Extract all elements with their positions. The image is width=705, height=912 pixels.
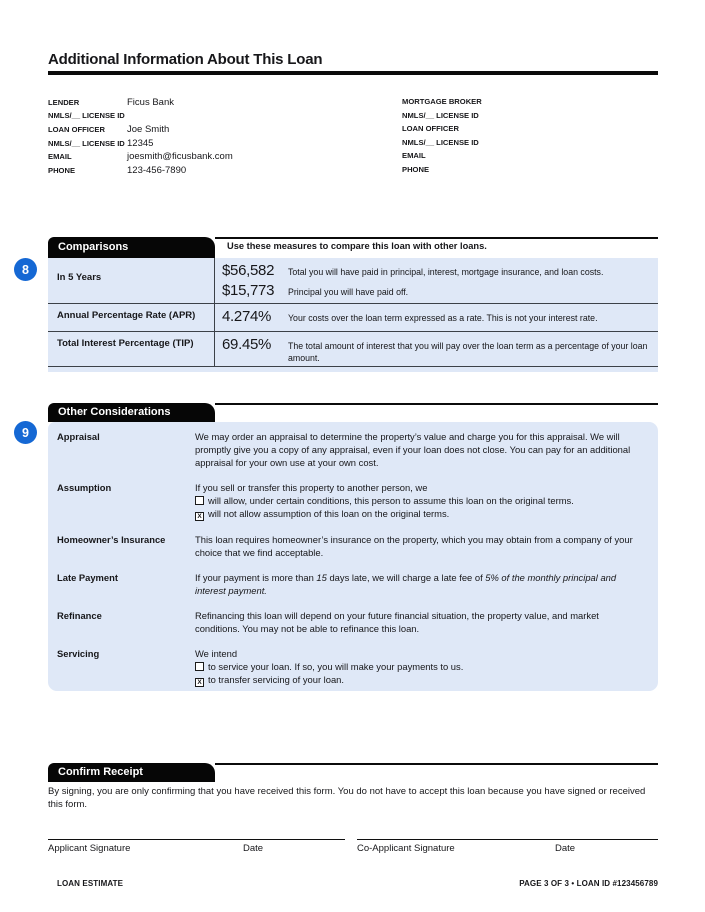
checkbox-unchecked-icon[interactable] xyxy=(195,496,204,505)
comparison-entry xyxy=(222,336,650,364)
amount-paid-5yr: $56,582 xyxy=(222,262,275,279)
comparisons-section-tab: Comparisons xyxy=(48,237,215,258)
late-payment-text: days late, we will charge a late fee of xyxy=(326,572,486,583)
co-applicant-signature-field[interactable] xyxy=(357,839,658,854)
checkbox-unchecked-icon[interactable] xyxy=(195,662,204,671)
item-label: Appraisal xyxy=(57,431,100,442)
contact-label: EMAIL xyxy=(48,152,72,162)
contact-row xyxy=(402,138,652,152)
late-payment-text: If your payment is more than xyxy=(195,572,317,583)
other-considerations-section-tab: Other Considerations xyxy=(48,403,215,422)
option-text: to service your loan. If so, you will make your payments to us. xyxy=(208,661,464,672)
row-body xyxy=(215,304,658,331)
other-considerations-panel xyxy=(48,422,658,691)
loan-officer-nmls-id: 12345 xyxy=(127,137,154,149)
amount-paid-5yr-desc: Total you will have paid in principal, interest, mortgage insurance, and loan costs. xyxy=(288,267,604,277)
confirm-receipt-section-tab: Confirm Receipt xyxy=(48,763,215,782)
row-label: Annual Percentage Rate (APR) xyxy=(48,304,215,331)
date-label: Date xyxy=(555,843,576,854)
option-text: will not allow assumption of this loan on the original terms. xyxy=(208,508,450,519)
page-footer xyxy=(57,879,658,888)
section-top-rule xyxy=(215,237,658,239)
contact-label: NMLS/__ LICENSE ID xyxy=(402,137,479,147)
consideration-homeowners-insurance xyxy=(57,533,646,559)
consideration-late-payment xyxy=(57,571,646,597)
section-top-rule xyxy=(215,403,658,405)
item-text: This loan requires homeowner’s insurance on the property, which you may obtain from a company of your choice that we find acceptable. xyxy=(195,534,633,558)
signature-label: Co-Applicant Signature xyxy=(357,843,455,854)
servicing-option-transfer xyxy=(195,673,646,687)
item-label: Homeowner’s Insurance xyxy=(57,534,166,545)
row-body xyxy=(215,258,658,303)
comparisons-note: Use these measures to compare this loan with other loans. xyxy=(227,241,487,251)
contact-info-section xyxy=(48,97,658,179)
contact-label: NMLS/__ LICENSE ID xyxy=(48,138,125,148)
loan-officer-email: joesmith@ficusbank.com xyxy=(127,151,233,163)
row-label: Total Interest Percentage (TIP) xyxy=(48,332,215,366)
option-text: to transfer servicing of your loan. xyxy=(208,674,345,685)
apr-value: 4.274% xyxy=(222,308,272,325)
consideration-refinance xyxy=(57,609,646,635)
table-row-in-5-years xyxy=(48,258,658,303)
footer-page-loan-id: PAGE 3 OF 3 • LOAN ID #123456789 xyxy=(519,879,658,888)
contact-row xyxy=(402,97,652,111)
applicant-signature-field[interactable] xyxy=(48,839,345,854)
contact-label: NMLS/__ LICENSE ID xyxy=(402,110,479,120)
late-payment-fee: 5% of the monthly principal and interest payment. xyxy=(195,572,617,596)
checkbox-checked-icon[interactable]: X xyxy=(195,678,204,687)
table-row-tip xyxy=(48,331,658,366)
table-row-apr xyxy=(48,303,658,331)
contact-label: NMLS/__ LICENSE ID xyxy=(48,110,125,120)
tip-desc: The total amount of interest that you will pay over the loan term as a percentage of your loan amount. xyxy=(288,341,648,363)
comparison-entry xyxy=(222,262,650,279)
contact-row xyxy=(402,111,652,125)
consideration-servicing xyxy=(57,647,646,687)
loan-officer-name: Joe Smith xyxy=(127,124,170,136)
signature-label: Applicant Signature xyxy=(48,843,131,854)
item-text xyxy=(195,647,646,687)
contact-row xyxy=(48,138,383,152)
comparisons-table xyxy=(48,258,658,372)
loan-officer-phone: 123-456-7890 xyxy=(127,164,187,176)
contact-label: EMAIL xyxy=(402,151,426,161)
item-label: Servicing xyxy=(57,648,100,659)
option-text: will allow, under certain conditions, this person to assume this loan on the original terms. xyxy=(208,495,574,506)
servicing-intro: We intend xyxy=(195,648,238,659)
item-label: Refinance xyxy=(57,610,102,621)
late-payment-days: 15 xyxy=(316,572,327,583)
title-rule xyxy=(48,71,658,75)
contact-label: LOAN OFFICER xyxy=(48,125,105,135)
contact-row xyxy=(48,111,383,125)
date-label: Date xyxy=(243,843,264,854)
checkbox-checked-icon[interactable]: X xyxy=(195,512,204,521)
tip-value: 69.45% xyxy=(222,336,272,353)
signature-labels xyxy=(357,843,658,854)
consideration-appraisal xyxy=(57,430,646,469)
principal-paid-5yr: $15,773 xyxy=(222,282,275,299)
item-text xyxy=(195,481,646,521)
item-text: Refinancing this loan will depend on your future financial situation, the property value, and market conditions. You may not be able to refinance this loan. xyxy=(195,610,599,634)
row-body xyxy=(215,332,658,366)
contact-label: LOAN OFFICER xyxy=(402,124,459,134)
contact-label: PHONE xyxy=(402,164,430,174)
contact-label: PHONE xyxy=(48,165,76,175)
section-number-badge: 9 xyxy=(14,421,37,444)
contact-row xyxy=(402,124,652,138)
row-label: In 5 Years xyxy=(48,258,215,303)
comparison-entry xyxy=(222,282,650,299)
item-text: We may order an appraisal to determine the property’s value and charge you for this appraisal. We will promptly give you a copy of any appraisal, even if your loan does not close. You can pay for an additional appraisal for your own use at your own cost. xyxy=(195,431,631,468)
section-number-badge: 8 xyxy=(14,258,37,281)
assumption-intro: If you sell or transfer this property to another person, we xyxy=(195,482,428,493)
section-top-rule xyxy=(215,763,658,765)
contact-row xyxy=(48,124,383,138)
servicing-option-service xyxy=(195,660,646,673)
lender-name: Ficus Bank xyxy=(127,97,174,108)
principal-paid-5yr-desc: Principal you will have paid off. xyxy=(288,287,409,297)
apr-desc: Your costs over the loan term expressed as a rate. This is not your interest rate. xyxy=(288,313,598,323)
item-text xyxy=(195,571,646,597)
footer-form-name: LOAN ESTIMATE xyxy=(57,879,124,888)
comparison-entry xyxy=(222,308,650,325)
assumption-option-not-allow xyxy=(195,507,646,521)
contact-row xyxy=(48,151,383,165)
contact-label: LENDER xyxy=(48,98,80,107)
item-label: Late Payment xyxy=(57,572,118,583)
signature-labels xyxy=(48,843,345,854)
contact-row xyxy=(48,165,383,179)
contact-label: MORTGAGE BROKER xyxy=(402,97,482,106)
contact-row xyxy=(402,165,652,179)
table-bottom-strip xyxy=(48,366,658,372)
consideration-assumption xyxy=(57,481,646,521)
lender-contact-column xyxy=(48,97,383,179)
page-title: Additional Information About This Loan xyxy=(48,51,323,68)
broker-contact-column xyxy=(402,97,652,179)
item-label: Assumption xyxy=(57,482,112,493)
contact-row xyxy=(402,151,652,165)
confirm-receipt-text: By signing, you are only confirming that you have received this form. You do not have to accept this loan because you have signed or received this form. xyxy=(48,786,646,810)
contact-row xyxy=(48,97,383,111)
assumption-option-allow xyxy=(195,494,646,507)
